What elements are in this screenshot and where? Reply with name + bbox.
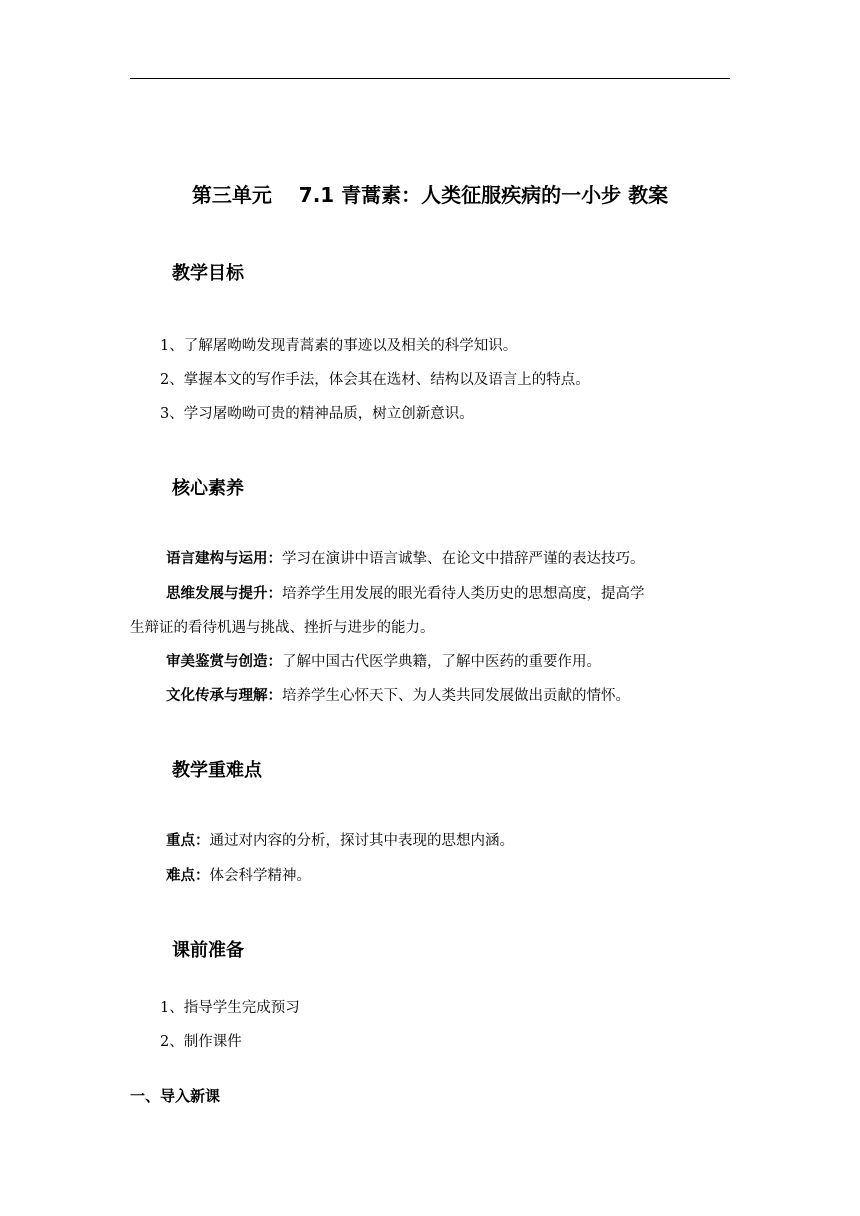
header-rule: [130, 78, 730, 79]
objective-item: 2、掌握本文的写作手法，体会其在选材、结构以及语言上的特点。: [160, 372, 590, 388]
preparation-heading: 课前准备: [172, 940, 244, 961]
preparation-item: 2、制作课件: [160, 1034, 242, 1050]
core-literacy-text: 学习在演讲中语言诚挚、在论文中措辞严谨的表达技巧。: [282, 551, 645, 567]
core-literacy-item: [166, 651, 601, 673]
preparation-item: 1、指导学生完成预习: [160, 1000, 300, 1016]
key-point-item: [166, 865, 311, 887]
core-literacy-item: [166, 685, 630, 707]
core-literacy-label: 文化传承与理解：: [166, 688, 282, 704]
objectives-heading: 教学目标: [172, 263, 244, 284]
document-title: 第三单元 7.1 青蒿素：人类征服疾病的一小步 教案: [191, 183, 669, 207]
key-points-heading: 教学重难点: [172, 760, 262, 781]
objective-item: 3、学习屠呦呦可贵的精神品质，树立创新意识。: [160, 406, 474, 422]
part-one-heading: 一、导入新课: [130, 1087, 221, 1105]
core-literacy-text: 培养学生用发展的眼光看待人类历史的思想高度，提高学: [282, 586, 645, 602]
core-literacy-item: [166, 583, 645, 605]
core-literacy-text: 培养学生心怀天下、为人类共同发展做出贡献的情怀。: [282, 688, 630, 704]
core-literacy-item: [166, 548, 645, 570]
key-point-text: 通过对内容的分析，探讨其中表现的思想内涵。: [209, 833, 514, 849]
key-point-label: 难点：: [166, 868, 210, 884]
core-literacy-label: 思维发展与提升：: [166, 586, 282, 602]
core-literacy-text: 了解中国古代医学典籍，了解中医药的重要作用。: [282, 654, 601, 670]
core-literacy-heading: 核心素养: [172, 478, 244, 499]
core-literacy-label: 语言建构与运用：: [166, 551, 282, 567]
key-point-item: [166, 830, 514, 852]
core-literacy-continuation: 生辩证的看待机遇与挑战、挫折与进步的能力。: [130, 620, 435, 636]
key-point-label: 重点：: [166, 833, 210, 849]
core-literacy-label: 审美鉴赏与创造：: [166, 654, 282, 670]
key-point-text: 体会科学精神。: [209, 868, 311, 884]
objective-item: 1、了解屠呦呦发现青蒿素的事迹以及相关的科学知识。: [160, 338, 518, 354]
